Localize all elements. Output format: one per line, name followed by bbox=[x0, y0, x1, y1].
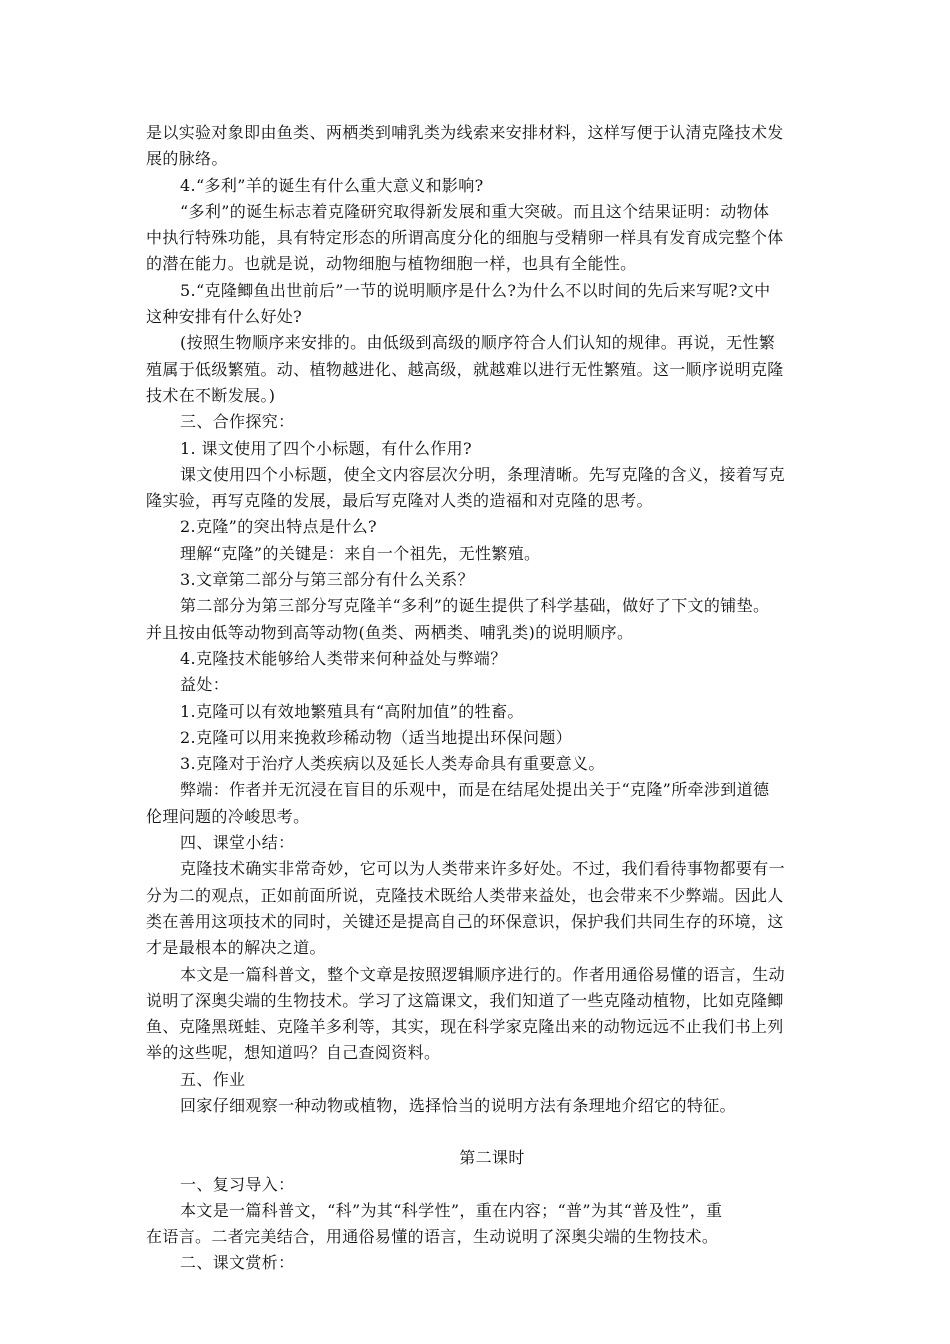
text-line: 这种安排有什么好处? bbox=[146, 307, 303, 327]
text-line: 伦理问题的冷峻思考。 bbox=[146, 806, 310, 826]
text-line: 的潜在能力。也就是说，动物细胞与植物细胞一样，也具有全能性。 bbox=[146, 254, 637, 274]
text-line: (按照生物顺序来安排的。由低级到高级的顺序符合人们认知的规律。再说，无性繁 bbox=[180, 333, 776, 353]
text-line: 中执行特殊功能，具有特定形态的所谓高度分化的细胞与受精卵一样具有发育成完整个体 bbox=[146, 228, 784, 248]
text-line: 才是最根本的解决之道。 bbox=[146, 938, 326, 958]
text-line: 说明了深奥尖端的生物技术。学习了这篇课文，我们知道了一些克隆动植物，比如克隆鲫 bbox=[146, 990, 784, 1010]
text-line: 理解“克隆”的关键是：来自一个祖先，无性繁殖。 bbox=[180, 543, 541, 563]
text-line: 技术在不断发展。) bbox=[146, 385, 276, 405]
text-line: 本文是一篇科普文，“科”为其“科学性”，重在内容；“普”为其“普及性”，重 bbox=[180, 1200, 723, 1220]
text-line: 举的这些呢，想知道吗？自己查阅资料。 bbox=[146, 1043, 441, 1063]
text-line: 类在善用这项技术的同时，关键还是提高自己的环保意识，保护我们共同生存的环境，这 bbox=[146, 911, 784, 931]
text-line: 第二部分为第三部分写克隆羊“多利”的诞生提供了科学基础，做好了下文的铺垫。 bbox=[180, 596, 770, 616]
text-line: 本文是一篇科普文，整个文章是按照逻辑顺序进行的。作者用通俗易懂的语言，生动 bbox=[180, 964, 785, 984]
text-line: “多利”的诞生标志着克隆研究取得新发展和重大突破。而且这个结果证明：动物体 bbox=[180, 201, 770, 221]
text-line: 回家仔细观察一种动物或植物，选择恰当的说明方法有条理地介绍它的特征。 bbox=[180, 1095, 736, 1115]
question-line: 3.文章第二部分与第三部分有什么关系？ bbox=[180, 570, 474, 590]
text-line: 在语言。二者完美结合，用通俗易懂的语言，生动说明了深奥尖端的生物技术。 bbox=[146, 1227, 719, 1247]
text-line: 分为二的观点，正如前面所说，克隆技术既给人类带来益处，也会带来不少弊端。因此人 bbox=[146, 885, 784, 905]
text-line: 隆实验，再写克隆的发展，最后写克隆对人类的造福和对克隆的思考。 bbox=[146, 491, 653, 511]
question-line: 5.“克隆鲫鱼出世前后”一节的说明顺序是什么?为什么不以时间的先后来写呢?文中 bbox=[180, 280, 771, 300]
text-line: 课文使用四个小标题，使全文内容层次分明，条理清晰。先写克隆的含义，接着写克 bbox=[180, 464, 785, 484]
text-line: 展的脉络。 bbox=[146, 149, 228, 169]
list-item: 3.克隆对于治疗人类疾病以及延长人类寿命具有重要意义。 bbox=[180, 754, 605, 774]
text-line: 并且按由低等动物到高等动物(鱼类、两栖类、哺乳类)的说明顺序。 bbox=[146, 622, 634, 642]
text-line: 弊端：作者并无沉浸在盲目的乐观中，而是在结尾处提出关于“克隆”所牵涉到道德 bbox=[180, 780, 770, 800]
question-line: 4.“多利”羊的诞生有什么重大意义和影响? bbox=[180, 175, 484, 195]
text-line: 殖属于低级繁殖。动、植物越进化、越高级，就越难以进行无性繁殖。这一顺序说明克隆 bbox=[146, 359, 784, 379]
text-line: 克隆技术确实非常奇妙，它可以为人类带来许多好处。不过，我们看待事物都要有一 bbox=[180, 859, 785, 879]
document-body bbox=[146, 120, 808, 1277]
lesson-title: 第二课时 bbox=[459, 1148, 525, 1168]
text-line: 是以实验对象即由鱼类、两栖类到哺乳类为线索来安排材料，这样写便于认清克隆技术发 bbox=[146, 123, 784, 142]
list-item: 1.克隆可以有效地繁殖具有“高附加值”的牲畜。 bbox=[180, 701, 524, 721]
text-line: 鱼、克隆黑斑蛙、克隆羊多利等，其实，现在科学家克隆出来的动物远远不止我们书上列 bbox=[146, 1017, 784, 1037]
section-heading: 五、作业 bbox=[180, 1069, 246, 1089]
section-heading: 四、课堂小结： bbox=[180, 833, 295, 853]
list-item: 2.克隆可以用来挽救珍稀动物（适当地提出环保问题） bbox=[180, 727, 573, 747]
question-line: 4.克隆技术能够给人类带来何种益处与弊端？ bbox=[180, 648, 507, 668]
section-heading: 三、合作探究： bbox=[180, 412, 295, 432]
question-line: 2.克隆”的突出特点是什么? bbox=[180, 517, 377, 537]
section-heading: 二、课文赏析： bbox=[180, 1253, 295, 1273]
blank-gap bbox=[146, 1119, 808, 1145]
text-line: 益处： bbox=[180, 675, 230, 695]
question-line: 1. 课文使用了四个小标题，有什么作用? bbox=[180, 438, 472, 458]
section-heading: 一、复习导入： bbox=[180, 1174, 295, 1194]
